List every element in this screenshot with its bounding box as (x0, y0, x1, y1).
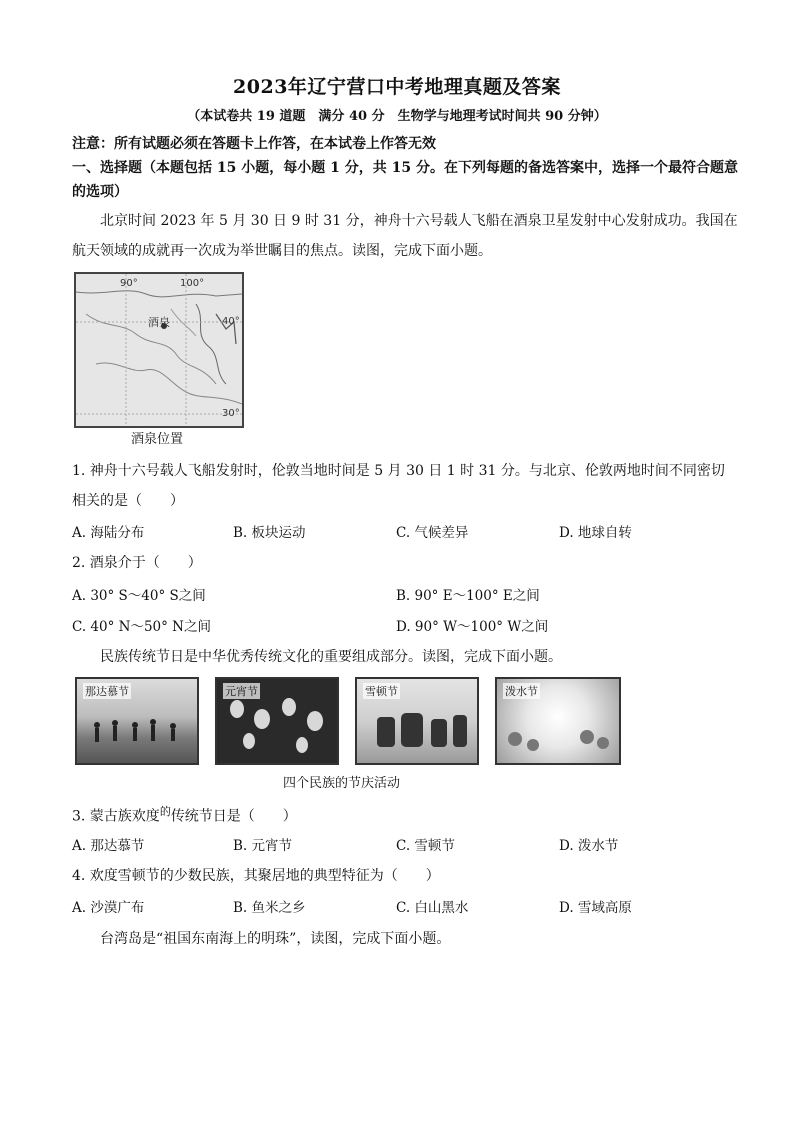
intro-passage-1-cont: 航天领域的成就再一次成为举世瞩目的焦点。读图，完成下面小题。 (72, 243, 492, 259)
q1-option-c: C. 气候差异 (396, 525, 469, 541)
q3-option-d: D. 泼水节 (559, 838, 619, 854)
intro-passage-2: 民族传统节日是中华优秀传统文化的重要组成部分。读图，完成下面小题。 (100, 649, 562, 665)
q3-stem-sup: 的 (159, 805, 171, 818)
map-latitude-40: 40° (222, 316, 240, 327)
q4-option-a: A. 沙漠广布 (72, 900, 145, 916)
q2-option-d: D. 90° W～100° W之间 (396, 619, 549, 635)
section1-heading: 一、选择题（本题包括 15 小题，每小题 1 分，共 15 分。在下列每题的备选答案中，选择一个最符合题意 (72, 160, 738, 176)
q2-option-a: A. 30° S～40° S之间 (72, 588, 206, 604)
map-longitude-90: 90° (120, 278, 138, 289)
exam-subtitle: （本试卷共 19 道题 满分 40 分 生物学与地理考试时间共 90 分钟） (187, 109, 607, 124)
notice: 注意：所有试题必须在答题卡上作答，在本试卷上作答无效 (72, 136, 436, 152)
page-title: 2023年辽宁营口中考地理真题及答案 (233, 76, 561, 98)
q3-stem-part1: 3. 蒙古族欢度 (72, 808, 160, 825)
q2-option-b: B. 90° E～100° E之间 (396, 588, 540, 604)
photos-caption: 四个民族的节庆活动 (283, 776, 401, 791)
photo-shoton (355, 677, 479, 765)
photo-label-lantern: 元宵节 (225, 685, 258, 698)
q2-option-c: C. 40° N～50° N之间 (72, 619, 211, 635)
question-3-stem (72, 803, 297, 826)
map-longitude-100: 100° (180, 278, 205, 289)
question-1-stem: 1. 神舟十六号载人飞船发射时，伦敦当地时间是 5 月 30 日 1 时 31 分。与北京、伦敦两地时间不同密切 (72, 463, 725, 479)
q1-option-a: A. 海陆分布 (72, 525, 145, 541)
photo-water-splashing (495, 677, 621, 765)
photo-label-shoton: 雪顿节 (365, 685, 398, 698)
question-2-stem: 2. 酒泉介于（ ） (72, 555, 202, 571)
q3-option-a: A. 那达慕节 (72, 838, 145, 854)
jiuquan-map (74, 272, 244, 428)
map-caption: 酒泉位置 (131, 432, 184, 447)
q4-option-b: B. 鱼米之乡 (233, 900, 306, 916)
q4-option-d: D. 雪域高原 (559, 900, 632, 916)
map-place-jiuquan: 酒泉 (148, 316, 170, 329)
question-4-stem: 4. 欢度雪顿节的少数民族，其聚居地的典型特征为（ ） (72, 868, 440, 884)
map-graphic (76, 274, 242, 426)
q1-option-b: B. 板块运动 (233, 525, 306, 541)
photo-label-naadam: 那达慕节 (85, 685, 129, 698)
q3-option-c: C. 雪顿节 (396, 838, 455, 854)
map-latitude-30: 30° (222, 408, 240, 419)
photo-label-water-splashing: 泼水节 (505, 685, 538, 698)
q3-stem-part2: 传统节日是（ ） (170, 808, 297, 825)
section1-heading-cont: 的选项） (72, 184, 128, 200)
photo-naadam (75, 677, 199, 765)
q4-option-c: C. 白山黑水 (396, 900, 469, 916)
intro-passage-3: 台湾岛是“祖国东南海上的明珠”，读图，完成下面小题。 (100, 931, 451, 947)
intro-passage-1: 北京时间 2023 年 5 月 30 日 9 时 31 分，神舟十六号载人飞船在酒泉卫星发射中心发射成功。我国在 (100, 213, 738, 229)
q1-option-d: D. 地球自转 (559, 525, 632, 541)
question-1-stem-cont: 相关的是（ ） (72, 493, 184, 509)
photo-lantern (215, 677, 339, 765)
q3-option-b: B. 元宵节 (233, 838, 293, 854)
